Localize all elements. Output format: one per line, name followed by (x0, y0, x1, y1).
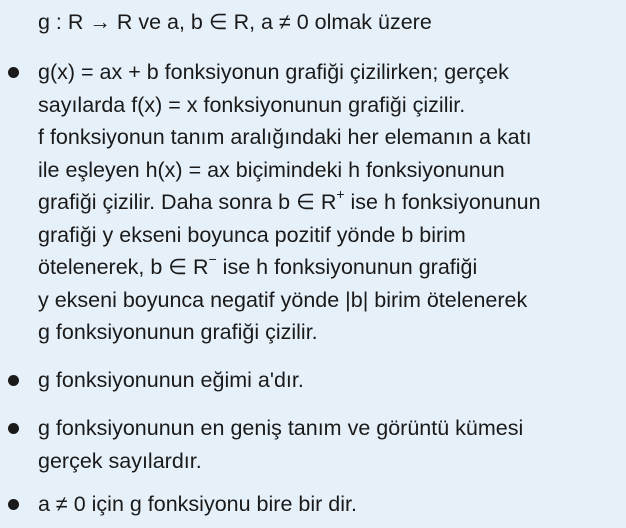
bullet-text (38, 488, 357, 521)
intro-line: g : R → R ve a, b ∈ R, a ≠ 0 olmak üzere (38, 10, 432, 34)
bullet-dot-icon (8, 67, 19, 78)
bullet-dot-icon (8, 375, 19, 386)
text-segment: ise h fonksiyonunun (344, 190, 541, 214)
superscript-plus: + (336, 185, 345, 202)
bullet-text (38, 56, 541, 349)
text-line: sayılarda f(x) = x fonksiyonunun grafiği çizilir. (38, 92, 466, 117)
text-line (38, 186, 541, 219)
text-line: g fonksiyonunun en geniş tanım ve görüntü kümesi (38, 416, 524, 440)
bullet-dot-icon (8, 423, 19, 434)
text-line: f fonksiyonun tanım aralığındaki her elemanın a katı (38, 125, 532, 149)
text-line: a ≠ 0 için g fonksiyonu bire bir dir. (38, 492, 357, 516)
text-line (38, 251, 541, 284)
text-segment: grafiği çizilir. Daha sonra b ∈ R (38, 190, 337, 214)
bullet-dot-icon (8, 499, 19, 510)
text-line: grafiği y ekseni boyunca pozitif yönde b birim (38, 222, 466, 247)
text-segment: ise h fonksiyonunun grafiği (216, 255, 478, 279)
bullet-text (38, 364, 304, 397)
text-line: gerçek sayılardır. (38, 448, 202, 473)
text-line: g fonksiyonunun grafiği çizilir. (38, 320, 318, 344)
text-segment: ötelenerek, b ∈ R (38, 255, 209, 279)
text-line: ile eşleyen h(x) = ax biçimindeki h fonksiyonunun (38, 157, 505, 182)
bullet-text (38, 412, 523, 477)
text-line: y ekseni boyunca negatif yönde |b| birim ötelenerek (38, 287, 528, 312)
text-line: g(x) = ax + b fonksiyonun grafiği çizilirken; gerçek (38, 60, 509, 84)
text-line: g fonksiyonunun eğimi a'dır. (38, 368, 304, 392)
superscript-minus: − (208, 250, 217, 267)
